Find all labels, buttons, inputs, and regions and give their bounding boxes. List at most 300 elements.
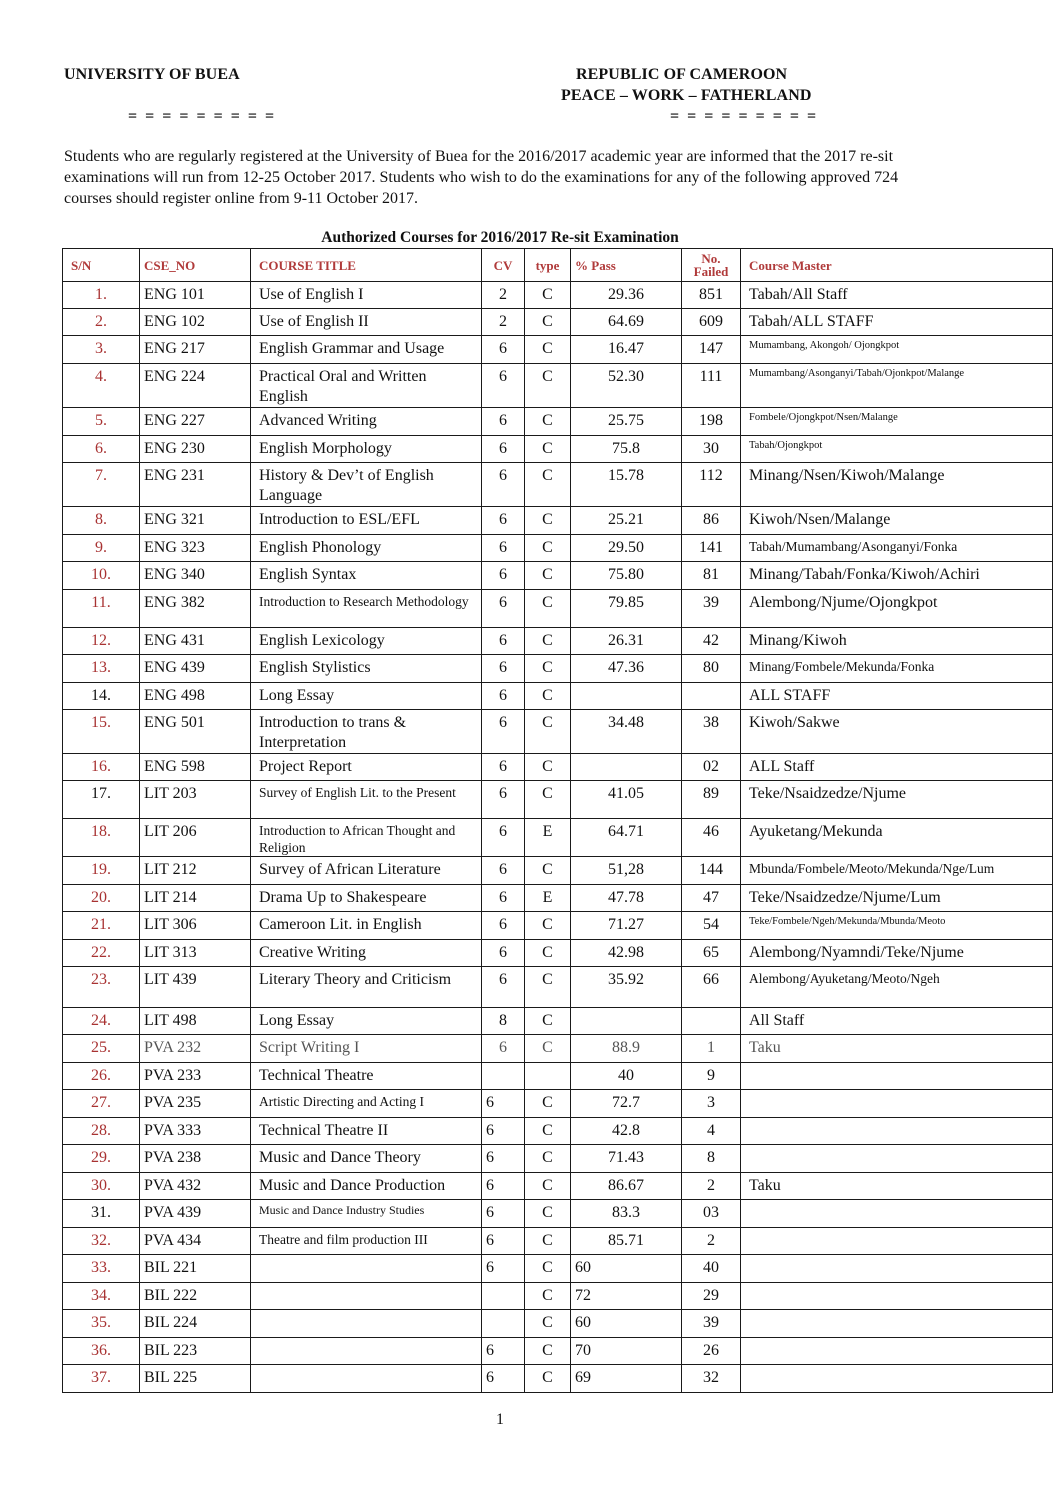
credit-value: 6 [482, 463, 525, 507]
table-row [63, 1035, 1053, 1063]
row-serial: 3. [63, 336, 140, 364]
failed-count: 1 [682, 1035, 741, 1063]
failed-count: 141 [682, 535, 741, 562]
course-type: C [525, 1200, 571, 1228]
failed-count: 46 [682, 819, 741, 857]
course-title: English Morphology [251, 436, 482, 463]
course-title: Script Writing I [251, 1035, 482, 1063]
course-code: LIT 439 [140, 967, 251, 1008]
course-code: PVA 333 [140, 1118, 251, 1145]
failed-count: 03 [682, 1200, 741, 1228]
credit-value: 6 [482, 819, 525, 857]
table-row [63, 1310, 1053, 1338]
course-master [741, 1310, 1053, 1338]
course-title: Creative Writing [251, 940, 482, 967]
course-master: Tabah/ALL STAFF [741, 309, 1053, 336]
pass-percentage: 26.31 [571, 628, 682, 655]
table-row [63, 885, 1053, 912]
course-master: Taku [741, 1173, 1053, 1200]
row-serial: 33. [63, 1255, 140, 1283]
failed-count: 32 [682, 1365, 741, 1393]
failed-count: 851 [682, 282, 741, 309]
course-title: Survey of African Literature [251, 857, 482, 885]
credit-value: 6 [482, 1118, 525, 1145]
pass-percentage: 29.36 [571, 282, 682, 309]
course-title [251, 1283, 482, 1310]
credit-value: 8 [482, 1008, 525, 1035]
course-title [251, 1255, 482, 1283]
table-row [63, 590, 1053, 628]
course-title: Artistic Directing and Acting I [251, 1090, 482, 1118]
table-row [63, 1145, 1053, 1173]
row-serial: 19. [63, 857, 140, 885]
course-type: C [525, 1118, 571, 1145]
course-master: Teke/Nsaidzedze/Njume/Lum [741, 885, 1053, 912]
course-title: Introduction to ESL/EFL [251, 507, 482, 535]
failed-count: 147 [682, 336, 741, 364]
table-row [63, 1338, 1053, 1365]
course-type: C [525, 535, 571, 562]
course-type: C [525, 364, 571, 408]
failed-count: 609 [682, 309, 741, 336]
credit-value: 6 [482, 562, 525, 590]
credit-value: 6 [482, 590, 525, 628]
course-master: Mumambang/Asonganyi/Tabah/Ojonkpot/Malange [741, 364, 1053, 408]
course-type: C [525, 912, 571, 940]
course-master: Alembong/Njume/Ojongkpot [741, 590, 1053, 628]
failed-count: 9 [682, 1063, 741, 1090]
course-title: Technical Theatre II [251, 1118, 482, 1145]
row-serial: 8. [63, 507, 140, 535]
course-title: Introduction to African Thought and Religion [251, 819, 482, 857]
national-motto: PEACE – WORK – FATHERLAND [561, 87, 812, 104]
credit-value: 6 [482, 857, 525, 885]
row-serial: 1. [63, 282, 140, 309]
course-code: PVA 235 [140, 1090, 251, 1118]
row-serial: 17. [63, 781, 140, 819]
failed-count: 65 [682, 940, 741, 967]
failed-count: 4 [682, 1118, 741, 1145]
pass-percentage: 60 [571, 1310, 682, 1338]
credit-value: 2 [482, 282, 525, 309]
course-master: ALL Staff [741, 754, 1053, 781]
table-row [63, 683, 1053, 710]
row-serial: 27. [63, 1090, 140, 1118]
course-title: English Grammar and Usage [251, 336, 482, 364]
pass-percentage: 29.50 [571, 535, 682, 562]
course-type: C [525, 1365, 571, 1393]
credit-value [482, 1063, 525, 1090]
pass-percentage: 64.71 [571, 819, 682, 857]
course-master: Minang/Kiwoh [741, 628, 1053, 655]
pass-percentage: 64.69 [571, 309, 682, 336]
course-code: ENG 323 [140, 535, 251, 562]
pass-percentage: 71.27 [571, 912, 682, 940]
row-serial: 18. [63, 819, 140, 857]
pass-percentage: 71.43 [571, 1145, 682, 1173]
failed-count: 111 [682, 364, 741, 408]
course-title: Technical Theatre [251, 1063, 482, 1090]
row-serial: 7. [63, 463, 140, 507]
credit-value: 6 [482, 408, 525, 436]
pass-percentage: 16.47 [571, 336, 682, 364]
pass-percentage: 70 [571, 1338, 682, 1365]
course-title: Music and Dance Theory [251, 1145, 482, 1173]
col-header-sn: S/N [63, 249, 140, 282]
course-code: LIT 203 [140, 781, 251, 819]
failed-count: 40 [682, 1255, 741, 1283]
course-type: C [525, 710, 571, 754]
failed-count: 47 [682, 885, 741, 912]
course-type: C [525, 1255, 571, 1283]
course-type: C [525, 590, 571, 628]
course-title: Advanced Writing [251, 408, 482, 436]
table-row [63, 1365, 1053, 1393]
course-title [251, 1365, 482, 1393]
row-serial: 21. [63, 912, 140, 940]
course-master: Minang/Nsen/Kiwoh/Malange [741, 463, 1053, 507]
failed-count: 29 [682, 1283, 741, 1310]
table-caption: Authorized Courses for 2016/2017 Re-sit Examination [321, 229, 679, 246]
course-type: C [525, 754, 571, 781]
course-code: LIT 214 [140, 885, 251, 912]
table-row [63, 1283, 1053, 1310]
course-code: ENG 340 [140, 562, 251, 590]
credit-value: 6 [482, 1200, 525, 1228]
failed-count: 39 [682, 1310, 741, 1338]
table-row [63, 940, 1053, 967]
pass-percentage: 88.9 [571, 1035, 682, 1063]
course-code: ENG 230 [140, 436, 251, 463]
course-title: Theatre and film production III [251, 1228, 482, 1255]
pass-percentage [571, 754, 682, 781]
course-type: C [525, 463, 571, 507]
failed-count: 26 [682, 1338, 741, 1365]
table-row [63, 857, 1053, 885]
pass-percentage: 25.21 [571, 507, 682, 535]
table-row [63, 628, 1053, 655]
left-divider: = = = = = = = = = [128, 108, 277, 125]
course-master [741, 1145, 1053, 1173]
course-type: C [525, 655, 571, 683]
credit-value: 6 [482, 683, 525, 710]
row-serial: 35. [63, 1310, 140, 1338]
course-master: Kiwoh/Nsen/Malange [741, 507, 1053, 535]
table-row [63, 463, 1053, 507]
pass-percentage: 72.7 [571, 1090, 682, 1118]
course-code: LIT 313 [140, 940, 251, 967]
pass-percentage: 85.71 [571, 1228, 682, 1255]
failed-count [682, 683, 741, 710]
failed-count: 8 [682, 1145, 741, 1173]
failed-count: 3 [682, 1090, 741, 1118]
table-row [63, 1200, 1053, 1228]
university-name: UNIVERSITY OF BUEA [64, 66, 240, 83]
row-serial: 28. [63, 1118, 140, 1145]
col-header-master: Course Master [741, 249, 1053, 282]
table-row [63, 1008, 1053, 1035]
credit-value [482, 1310, 525, 1338]
course-type: C [525, 1338, 571, 1365]
table-row [63, 1228, 1053, 1255]
table-row [63, 336, 1053, 364]
course-master: Minang/Tabah/Fonka/Kiwoh/Achiri [741, 562, 1053, 590]
course-code: BIL 222 [140, 1283, 251, 1310]
credit-value: 2 [482, 309, 525, 336]
row-serial: 31. [63, 1200, 140, 1228]
row-serial: 26. [63, 1063, 140, 1090]
credit-value: 6 [482, 1173, 525, 1200]
right-divider: = = = = = = = = = [670, 108, 819, 125]
row-serial: 12. [63, 628, 140, 655]
course-master [741, 1255, 1053, 1283]
credit-value [482, 1283, 525, 1310]
course-master: Tabah/Ojongkpot [741, 436, 1053, 463]
course-type: C [525, 940, 571, 967]
table-row [63, 1090, 1053, 1118]
table-row [63, 781, 1053, 819]
row-serial: 20. [63, 885, 140, 912]
row-serial: 16. [63, 754, 140, 781]
course-type: C [525, 683, 571, 710]
credit-value: 6 [482, 436, 525, 463]
course-master [741, 1090, 1053, 1118]
table-row [63, 754, 1053, 781]
table-row [63, 1173, 1053, 1200]
credit-value: 6 [482, 1145, 525, 1173]
course-type: C [525, 309, 571, 336]
course-code: ENG 321 [140, 507, 251, 535]
course-code: LIT 498 [140, 1008, 251, 1035]
courses-table [62, 248, 1053, 1393]
course-code: PVA 432 [140, 1173, 251, 1200]
col-header-pass: % Pass [571, 249, 682, 282]
table-row [63, 535, 1053, 562]
course-title: English Lexicology [251, 628, 482, 655]
row-serial: 37. [63, 1365, 140, 1393]
credit-value: 6 [482, 1255, 525, 1283]
course-master: Teke/Fombele/Ngeh/Mekunda/Mbunda/Meoto [741, 912, 1053, 940]
failed-count: 38 [682, 710, 741, 754]
pass-percentage: 34.48 [571, 710, 682, 754]
credit-value: 6 [482, 535, 525, 562]
course-code: ENG 102 [140, 309, 251, 336]
failed-count: 198 [682, 408, 741, 436]
course-title: Practical Oral and Written English [251, 364, 482, 408]
course-master: Ayuketang/Mekunda [741, 819, 1053, 857]
course-code: BIL 223 [140, 1338, 251, 1365]
credit-value: 6 [482, 967, 525, 1008]
credit-value: 6 [482, 710, 525, 754]
table-row [63, 309, 1053, 336]
course-title: Drama Up to Shakespeare [251, 885, 482, 912]
pass-percentage: 86.67 [571, 1173, 682, 1200]
course-title: Introduction to Research Methodology [251, 590, 482, 628]
pass-percentage: 60 [571, 1255, 682, 1283]
course-title: English Phonology [251, 535, 482, 562]
course-code: BIL 225 [140, 1365, 251, 1393]
credit-value: 6 [482, 628, 525, 655]
table-row [63, 819, 1053, 857]
row-serial: 14. [63, 683, 140, 710]
credit-value: 6 [482, 1365, 525, 1393]
pass-percentage: 47.78 [571, 885, 682, 912]
row-serial: 11. [63, 590, 140, 628]
pass-percentage: 40 [571, 1063, 682, 1090]
course-master [741, 1118, 1053, 1145]
row-serial: 25. [63, 1035, 140, 1063]
failed-count: 42 [682, 628, 741, 655]
credit-value: 6 [482, 754, 525, 781]
col-header-type: type [525, 249, 571, 282]
table-row [63, 364, 1053, 408]
pass-percentage: 41.05 [571, 781, 682, 819]
row-serial: 13. [63, 655, 140, 683]
failed-count [682, 1008, 741, 1035]
credit-value: 6 [482, 507, 525, 535]
course-code: ENG 217 [140, 336, 251, 364]
row-serial: 5. [63, 408, 140, 436]
failed-count: 30 [682, 436, 741, 463]
pass-percentage: 72 [571, 1283, 682, 1310]
course-title: Introduction to trans & Interpretation [251, 710, 482, 754]
pass-percentage: 35.92 [571, 967, 682, 1008]
course-code: ENG 439 [140, 655, 251, 683]
course-master [741, 1200, 1053, 1228]
credit-value: 6 [482, 912, 525, 940]
col-header-failed: No. Failed [682, 249, 741, 282]
course-code: ENG 501 [140, 710, 251, 754]
row-serial: 10. [63, 562, 140, 590]
course-title: Long Essay [251, 683, 482, 710]
table-row [63, 967, 1053, 1008]
col-header-cv: CV [482, 249, 525, 282]
course-master: Mbunda/Fombele/Meoto/Mekunda/Nge/Lum [741, 857, 1053, 885]
row-serial: 22. [63, 940, 140, 967]
failed-count: 89 [682, 781, 741, 819]
failed-count: 2 [682, 1228, 741, 1255]
course-type: C [525, 507, 571, 535]
course-master: Alembong/Nyamndi/Teke/Njume [741, 940, 1053, 967]
course-master: Tabah/All Staff [741, 282, 1053, 309]
pass-percentage: 52.30 [571, 364, 682, 408]
row-serial: 30. [63, 1173, 140, 1200]
course-code: LIT 212 [140, 857, 251, 885]
table-row [63, 912, 1053, 940]
pass-percentage: 83.3 [571, 1200, 682, 1228]
course-master [741, 1338, 1053, 1365]
course-type: C [525, 1173, 571, 1200]
course-title [251, 1310, 482, 1338]
course-master: Kiwoh/Sakwe [741, 710, 1053, 754]
course-code: ENG 598 [140, 754, 251, 781]
course-type: C [525, 1090, 571, 1118]
course-master: Tabah/Mumambang/Asonganyi/Fonka [741, 535, 1053, 562]
course-type: C [525, 1035, 571, 1063]
course-type [525, 1063, 571, 1090]
course-master: Fombele/Ojongkpot/Nsen/Malange [741, 408, 1053, 436]
course-title: Survey of English Lit. to the Present [251, 781, 482, 819]
credit-value: 6 [482, 781, 525, 819]
course-master: All Staff [741, 1008, 1053, 1035]
row-serial: 2. [63, 309, 140, 336]
course-title [251, 1338, 482, 1365]
course-code: PVA 233 [140, 1063, 251, 1090]
course-code: PVA 439 [140, 1200, 251, 1228]
pass-percentage: 51,28 [571, 857, 682, 885]
row-serial: 4. [63, 364, 140, 408]
course-master: Taku [741, 1035, 1053, 1063]
course-title: Long Essay [251, 1008, 482, 1035]
credit-value: 6 [482, 940, 525, 967]
country-name: REPUBLIC OF CAMEROON [576, 66, 788, 83]
course-title: Project Report [251, 754, 482, 781]
course-code: ENG 498 [140, 683, 251, 710]
col-header-title: COURSE TITLE [251, 249, 482, 282]
course-code: BIL 221 [140, 1255, 251, 1283]
course-code: ENG 101 [140, 282, 251, 309]
failed-count: 80 [682, 655, 741, 683]
col-header-code: CSE_NO [140, 249, 251, 282]
failed-count: 144 [682, 857, 741, 885]
course-title: Literary Theory and Criticism [251, 967, 482, 1008]
table-header-row [63, 249, 1053, 282]
failed-count: 02 [682, 754, 741, 781]
course-code: PVA 434 [140, 1228, 251, 1255]
row-serial: 23. [63, 967, 140, 1008]
credit-value: 6 [482, 1228, 525, 1255]
course-type: C [525, 967, 571, 1008]
course-type: C [525, 436, 571, 463]
course-title: Music and Dance Production [251, 1173, 482, 1200]
pass-percentage: 75.80 [571, 562, 682, 590]
course-master: Mumambang, Akongoh/ Ojongkpot [741, 336, 1053, 364]
row-serial: 6. [63, 436, 140, 463]
course-master [741, 1365, 1053, 1393]
course-type: C [525, 1228, 571, 1255]
credit-value: 6 [482, 885, 525, 912]
failed-count: 66 [682, 967, 741, 1008]
table-row [63, 562, 1053, 590]
course-type: C [525, 1283, 571, 1310]
credit-value: 6 [482, 336, 525, 364]
failed-count: 81 [682, 562, 741, 590]
credit-value: 6 [482, 364, 525, 408]
row-serial: 29. [63, 1145, 140, 1173]
course-master [741, 1228, 1053, 1255]
table-row [63, 1063, 1053, 1090]
table-row [63, 282, 1053, 309]
course-code: PVA 238 [140, 1145, 251, 1173]
course-code: ENG 231 [140, 463, 251, 507]
pass-percentage: 25.75 [571, 408, 682, 436]
pass-percentage: 42.98 [571, 940, 682, 967]
course-code: ENG 224 [140, 364, 251, 408]
failed-count: 112 [682, 463, 741, 507]
course-title: English Syntax [251, 562, 482, 590]
row-serial: 9. [63, 535, 140, 562]
course-code: LIT 306 [140, 912, 251, 940]
course-master: Minang/Fombele/Mekunda/Fonka [741, 655, 1053, 683]
course-type: C [525, 628, 571, 655]
course-title: English Stylistics [251, 655, 482, 683]
credit-value: 6 [482, 1035, 525, 1063]
pass-percentage: 47.36 [571, 655, 682, 683]
course-type: C [525, 1145, 571, 1173]
failed-count: 54 [682, 912, 741, 940]
pass-percentage: 15.78 [571, 463, 682, 507]
failed-count: 2 [682, 1173, 741, 1200]
